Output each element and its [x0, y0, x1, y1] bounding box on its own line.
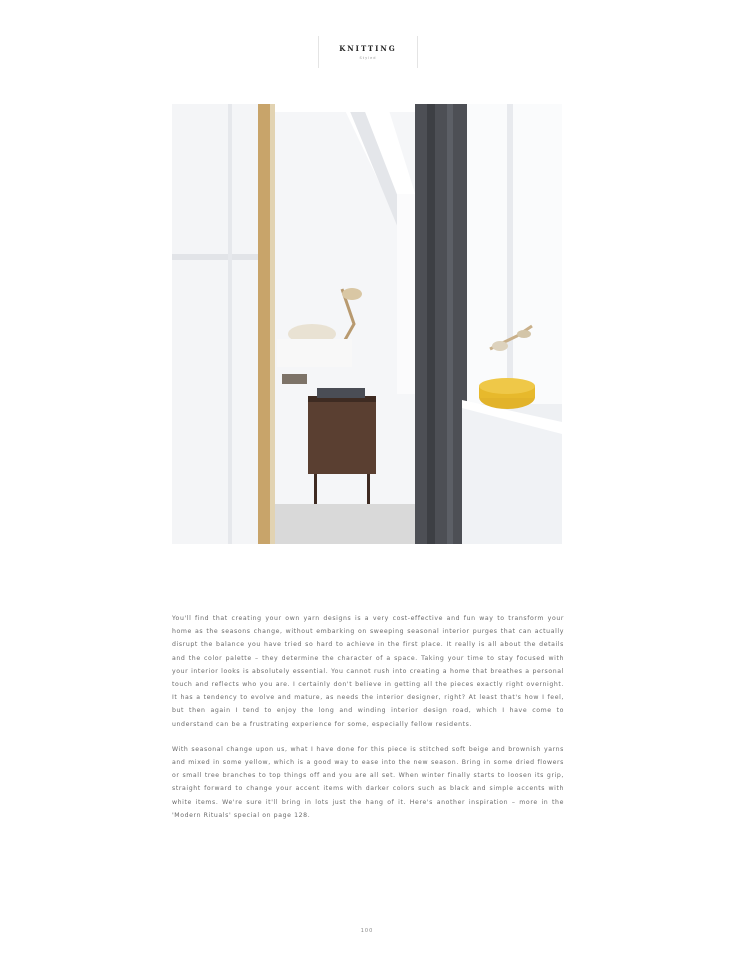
article-paragraph-1: You'll find that creating your own yarn designs is a very cost-effective and fun way to transform your home as the seasons change, without embarking on sweeping seasonal interior purges that can actually disrupt the balance you have tried so hard to achieve in the first place. It really is all about the details and the color palette – they determine the character of a space. Taking your time to stay focused with your interior looks is absolutely essential. You cannot rush into creating a home that breathes a personal touch and reflects who you are. I certainly don't believe in getting all the pieces exactly right overnight. It has a tendency to evolve and mature, as needs the interior designer, right? At least that's how I feel, but then again I tend to enjoy the long and winding interior design road, which I have come to understand can be a frustrating experience for some, especially fellow residents.	[172, 615, 564, 728]
section-title: KNITTING	[339, 44, 397, 53]
article-paragraph-2: With seasonal change upon us, what I have done for this piece is stitched soft beige and brownish yarns and mixed in some yellow, which is a good way to ease into the new season. Bring in some dried flowers or small tree branches to top things off and you are all set. When winter finally starts to loosen its grip, straight forward to change your accent items with darker colors such as black and simple accents with white items. We're sure it'll bring in lots just the hang of it. Here's another inspiration – more in the 'Modern Rituals' special on page 128.	[172, 745, 564, 819]
section-header	[318, 36, 418, 68]
interior-photo	[172, 104, 562, 544]
section-subtitle: Styled	[359, 56, 377, 60]
article-body	[172, 612, 564, 834]
page-number: 100	[360, 928, 374, 934]
